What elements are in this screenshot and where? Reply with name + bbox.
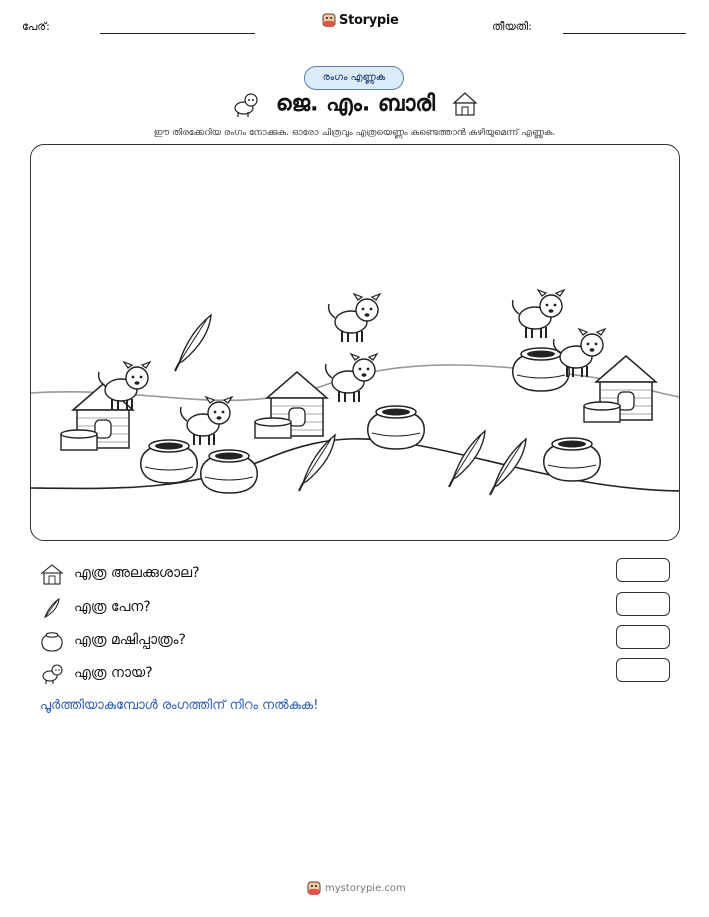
- laundry-house-icon: [451, 90, 479, 118]
- footer-url[interactable]: mystorypie.com: [325, 882, 406, 894]
- answer-box[interactable]: [616, 592, 670, 616]
- name-label: പേര്:: [22, 20, 50, 33]
- scene-panel: [30, 144, 680, 541]
- name-field[interactable]: [100, 33, 255, 34]
- footer: [307, 880, 406, 896]
- page-title: [0, 90, 709, 118]
- brand-logo: [322, 12, 399, 28]
- answer-box[interactable]: [616, 625, 670, 649]
- activity-tag: രംഗം എണ്ണുക: [304, 66, 404, 90]
- date-field[interactable]: [563, 33, 686, 34]
- title-text: ജെ. എം. ബാരി: [275, 91, 436, 117]
- answer-box[interactable]: [616, 558, 670, 582]
- question-row-inkpot: [40, 629, 670, 653]
- question-text: എത്ര നായ?: [74, 665, 153, 681]
- question-row-pen: [40, 596, 670, 620]
- question-row-laundry: [40, 562, 670, 586]
- instructions: ഈ തിരക്കേറിയ രംഗം നോക്കുക. ഓരോ ചിത്രവും എത്രയെണ്ണം കണ്ടെത്താൻ കഴിയുമെന്ന് എണ്ണുക.: [153, 128, 556, 138]
- question-row-dog: [40, 662, 670, 686]
- laundry-house-icon: [40, 562, 64, 586]
- quill-pen-icon: [40, 596, 64, 620]
- dog-icon: [40, 662, 64, 686]
- storypie-mascot-icon: [322, 12, 336, 28]
- question-text: എത്ര പേന?: [74, 599, 151, 615]
- answer-box[interactable]: [616, 658, 670, 682]
- inkpot-icon: [40, 629, 64, 653]
- dog-icon: [230, 90, 260, 118]
- brand-name: Storypie: [339, 12, 399, 28]
- question-text: എത്ര അലക്കുശാല?: [74, 565, 200, 581]
- date-label: തീയതി:: [492, 20, 532, 33]
- colour-instruction: പൂർത്തിയാകുമ്പോൾ രംഗത്തിന് നിറം നൽകുക!: [40, 698, 319, 713]
- question-text: എത്ര മഷിപ്പാത്രം?: [74, 632, 186, 648]
- scene-illustration: [31, 145, 680, 541]
- storypie-mascot-icon: [307, 880, 321, 896]
